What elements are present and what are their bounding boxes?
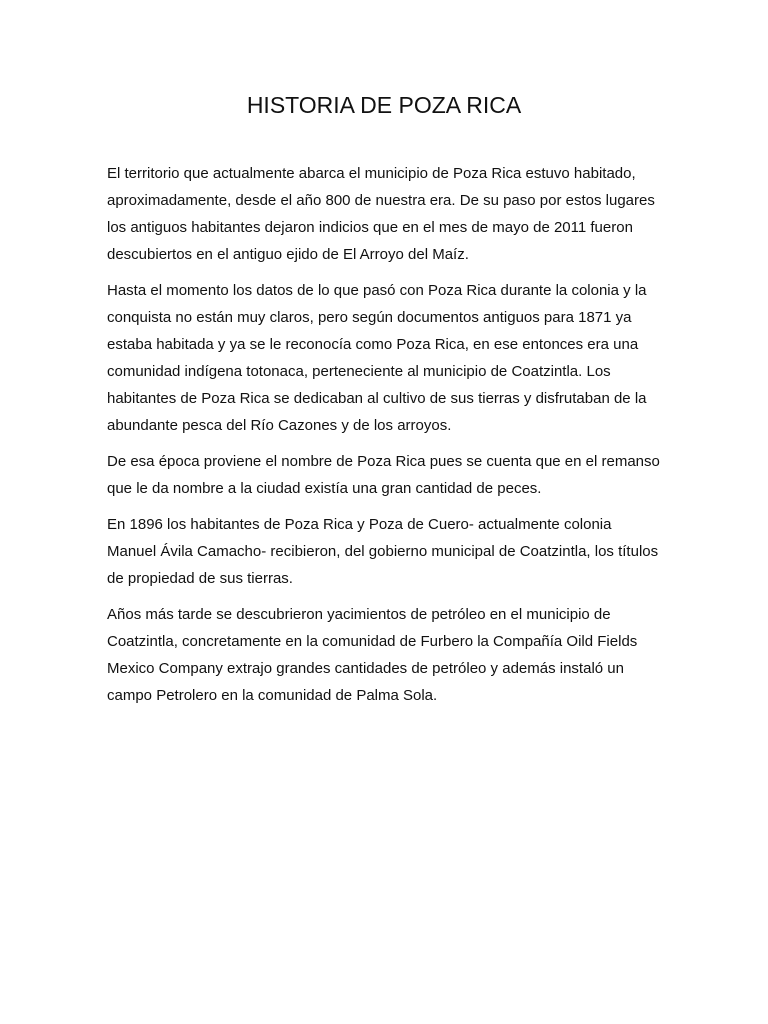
paragraph-5: Años más tarde se descubrieron yacimientos de petróleo en el municipio de Coatzintla, concretamente en la comunidad de Furbero la Compañía Oild Fields Mexico Company extrajo grandes cantidades de petróleo y además instaló un campo Petrolero en la comunidad de Palma Sola.: [107, 606, 638, 704]
document-title: HISTORIA DE POZA RICA: [246, 92, 522, 118]
paragraph-1: El territorio que actualmente abarca el municipio de Poza Rica estuvo habitado, aproximadamente, desde el año 800 de nuestra era. De su paso por estos lugares los antiguos habitantes dejaron indicios que en el mes de mayo de 2011 fueron descubiertos en el antiguo ejido de El Arroyo del Maíz.: [107, 165, 655, 263]
paragraph-2: Hasta el momento los datos de lo que pasó con Poza Rica durante la colonia y la conquista no están muy claros, pero según documentos antiguos para 1871 ya estaba habitada y ya se le reconocía como Poza Rica, en ese entonces era una comunidad indígena totonaca, perteneciente al municipio de Coatzintla. Los habitantes de Poza Rica se dedicaban al cultivo de sus tierras y disfrutaban de la abundante pesca del Río Cazones y de los arroyos.: [107, 282, 647, 434]
paragraph-4: En 1896 los habitantes de Poza Rica y Poza de Cuero- actualmente colonia Manuel Ávila Camacho- recibieron, del gobierno municipal de Coatzintla, los títulos de propiedad de sus tierras.: [107, 516, 659, 587]
document-body: [107, 160, 661, 709]
paragraph-3: De esa época proviene el nombre de Poza Rica pues se cuenta que en el remanso que le da nombre a la ciudad existía una gran cantidad de peces.: [107, 453, 660, 497]
